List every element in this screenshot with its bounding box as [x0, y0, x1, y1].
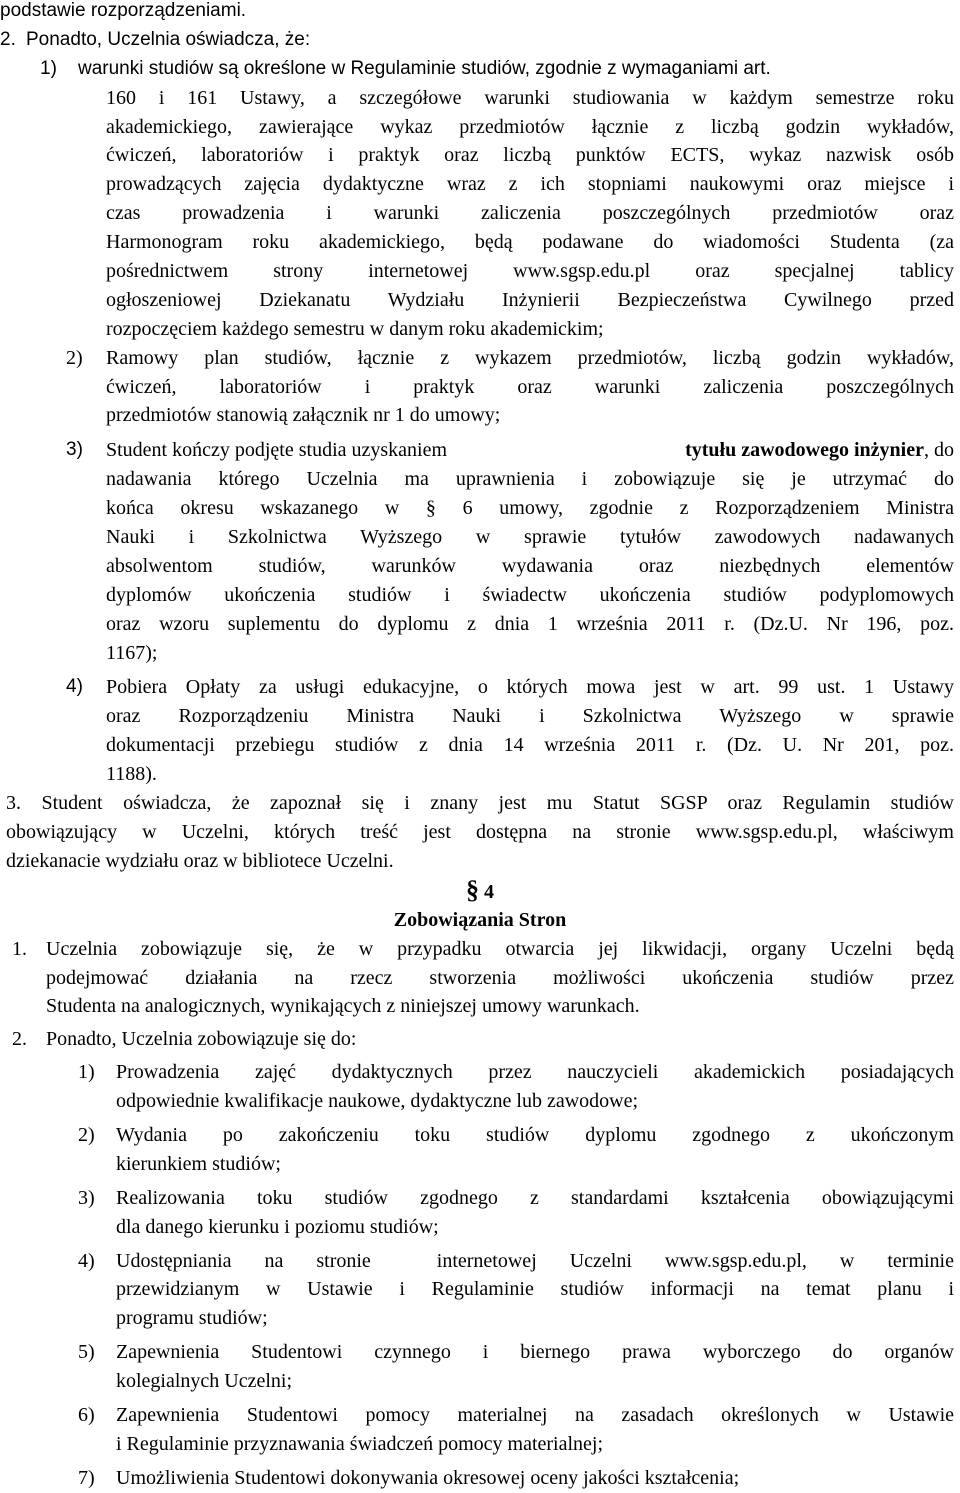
- item-number: 3): [78, 1186, 95, 1209]
- item-line: Zapewnienia Studentowi czynnego i biernego prawa wyborczego do organów: [116, 1341, 954, 1364]
- obligation-item-4: [0, 1247, 960, 1334]
- paragraph-number: 1.: [12, 937, 27, 960]
- item-line: dokumentacji przebiegu studiów z dnia 14 września 2011 r. (Dz. U. Nr 201, poz.: [106, 734, 954, 757]
- paragraph-number: 2.: [12, 1028, 27, 1051]
- item-line: Ramowy plan studiów, łącznie z wykazem przedmiotów, liczbą godzin wykładów,: [106, 346, 954, 369]
- item-line: warunki studiów są określone w Regulaminie studiów, zgodnie z wymaganiami art.: [78, 57, 771, 79]
- item-line: absolwentom studiów, warunków wydawania oraz niezbędnych elementów: [106, 554, 954, 577]
- item-line: oraz wzoru suplementu do dyplomu z dnia 1 września 2011 r. (Dz.U. Nr 196, poz.: [106, 612, 954, 635]
- paragraph-text: Ponadto, Uczelnia zobowiązuje się do:: [46, 1028, 357, 1051]
- item-number: 3): [66, 439, 83, 461]
- item-number: 2): [78, 1123, 95, 1146]
- item-line: programu studiów;: [116, 1307, 268, 1330]
- paragraph-line: Studenta na analogicznych, wynikających z niniejszej umowy warunkach.: [46, 995, 640, 1018]
- list-item-4: [0, 673, 960, 789]
- paragraph-text: Ponadto, Uczelnia oświadcza, że:: [26, 28, 311, 50]
- item-line: kolegialnych Uczelni;: [116, 1370, 293, 1393]
- paragraph-line: dziekanacie wydziału oraz w bibliotece Uczelni.: [6, 849, 394, 872]
- item-line: 160 i 161 Ustawy, a szczegółowe warunki studiowania w każdym semestrze roku: [106, 86, 954, 109]
- item-line: Realizowania toku studiów zgodnego z standardami kształcenia obowiązującymi: [116, 1186, 954, 1209]
- section-sign: §: [466, 874, 479, 904]
- paragraph-2-heading: [0, 26, 960, 55]
- text-line: podstawie rozporządzeniami.: [0, 0, 247, 21]
- item-line: końca okresu wskazanego w § 6 umowy, zgodnie z Rozporządzeniem Ministra: [106, 497, 954, 520]
- item-line: Harmonogram roku akademickiego, będą podawane do wiadomości Studenta (za: [106, 231, 954, 254]
- item-number: 6): [78, 1403, 95, 1426]
- item-number: 2): [66, 346, 83, 369]
- item-line: Nauki i Szkolnictwa Wyższego w sprawie tytułów zawodowych nadawanych: [106, 526, 954, 549]
- item-line: kierunkiem studiów;: [116, 1152, 281, 1175]
- section-number: 4: [484, 880, 494, 903]
- obligation-item-5: [0, 1338, 960, 1396]
- item-line: [106, 436, 954, 465]
- item-text: , do: [924, 439, 954, 462]
- item-line: dyplomów ukończenia studiów i świadectw ukończenia studiów podyplomowych: [106, 583, 954, 606]
- item-line: Pobiera Opłaty za usługi edukacyjne, o których mowa jest w art. 99 ust. 1 Ustawy: [106, 676, 954, 699]
- paragraph-line: 3. Student oświadcza, że zapoznał się i znany jest mu Statut SGSP oraz Regulamin studiów: [6, 792, 954, 815]
- paragraph-line: podejmować działania na rzecz stworzenia możliwości ukończenia studiów przez: [46, 966, 954, 989]
- section-title: Zobowiązania Stron: [393, 908, 567, 931]
- obligation-item-6: [0, 1401, 960, 1459]
- paragraph-number: 2.: [0, 28, 16, 50]
- item-line: ogłoszeniowej Dziekanatu Wydziału Inżynierii Bezpieczeństwa Cywilnego przed: [106, 288, 954, 311]
- item-line: i Regulaminie przyznawania świadczeń pomocy materialnej;: [116, 1432, 604, 1455]
- degree-title: tytułu zawodowego inżynier: [685, 439, 924, 462]
- section-title-row: [0, 906, 960, 935]
- item-number: 1): [78, 1061, 95, 1084]
- obligation-item-7: [0, 1464, 960, 1493]
- paragraph-3: [0, 789, 960, 876]
- item-line: Zapewnienia Studentowi pomocy materialnej na zasadach określonych w Ustawie: [116, 1403, 954, 1426]
- item-line: Prowadzenia zajęć dydaktycznych przez nauczycieli akademickich posiadających: [116, 1061, 954, 1084]
- item-line: ćwiczeń, laboratoriów i praktyk oraz warunki zaliczenia poszczególnych: [106, 375, 954, 398]
- item-number: 4): [66, 676, 83, 698]
- item-line: przewidzianym w Ustawie i Regulaminie studiów informacji na temat planu i: [116, 1278, 954, 1301]
- item-number: 4): [78, 1249, 95, 1272]
- paragraph-line: [0, 0, 960, 26]
- item-number: 1): [40, 57, 57, 79]
- item-line: Wydania po zakończeniu toku studiów dyplomu zgodnego z ukończonym: [116, 1123, 954, 1146]
- list-item-3: [0, 436, 960, 667]
- item-line: rozpoczęciem każdego semestru w danym roku akademickim;: [106, 317, 604, 340]
- paragraph-line: obowiązujący w Uczelni, których treść jest dostępna na stronie www.sgsp.edu.pl, właściwym: [6, 820, 954, 843]
- section4-paragraph-1: [0, 935, 960, 1022]
- item-line: Umożliwienia Studentowi dokonywania okresowej oceny jakości kształcenia;: [116, 1466, 740, 1489]
- item-line: 1188).: [106, 763, 157, 786]
- section-heading: [0, 876, 960, 906]
- item-line: odpowiednie kwalifikacje naukowe, dydaktyczne lub zawodowe;: [116, 1090, 639, 1113]
- obligation-item-2: [0, 1121, 960, 1179]
- paragraph-line: Uczelnia zobowiązuje się, że w przypadku otwarcia jej likwidacji, organy Uczelni będą: [46, 937, 954, 960]
- item-text: Student kończy podjęte studia uzyskaniem: [106, 439, 448, 462]
- section4-paragraph-2: [0, 1025, 960, 1054]
- item-line: dla danego kierunku i poziomu studiów;: [116, 1215, 439, 1238]
- item-line: oraz Rozporządzeniu Ministra Nauki i Szkolnictwa Wyższego w sprawie: [106, 705, 954, 728]
- item-line: 1167);: [106, 641, 158, 664]
- item-line: nadawania którego Uczelnia ma uprawnienia i zobowiązuje się je utrzymać do: [106, 468, 954, 491]
- item-line: Udostępniania na stronie internetowej Uczelni www.sgsp.edu.pl, w terminie: [116, 1249, 954, 1272]
- item-line: akademickiego, zawierające wykaz przedmiotów łącznie z liczbą godzin wykładów,: [106, 115, 954, 138]
- item-number: 5): [78, 1341, 95, 1364]
- list-item-1: [0, 55, 960, 344]
- obligation-item-3: [0, 1184, 960, 1242]
- item-line: prowadzących zajęcia dydaktyczne wraz z ich stopniami naukowymi oraz miejsce i: [106, 173, 954, 196]
- obligation-item-1: [0, 1058, 960, 1116]
- item-line: ćwiczeń, laboratoriów i praktyk oraz liczbą punktów ECTS, wykaz nazwisk osób: [106, 144, 954, 167]
- item-number: 7): [78, 1466, 95, 1489]
- item-line: przedmiotów stanowią załącznik nr 1 do umowy;: [106, 404, 501, 427]
- item-line: czas prowadzenia i warunki zaliczenia poszczególnych przedmiotów oraz: [106, 202, 954, 225]
- list-item-2: [0, 344, 960, 431]
- item-line: pośrednictwem strony internetowej www.sgsp.edu.pl oraz specjalnej tablicy: [106, 260, 954, 283]
